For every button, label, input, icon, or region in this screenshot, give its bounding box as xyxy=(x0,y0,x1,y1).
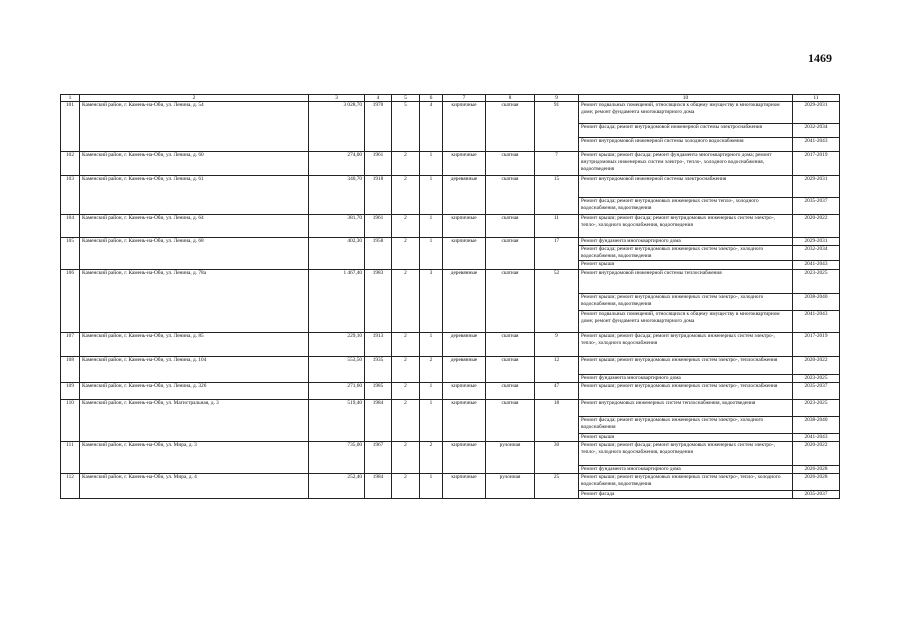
address-cell: Каменский район, г. Камень-на-Оби, ул. Ленина, д. 60 xyxy=(80,152,309,176)
work-description-cell: Ремонт фундамента многоквартирного дома xyxy=(579,238,793,246)
work-description-cell: Ремонт крыши; ремонт фасада; ремонт фундамента многоквартирного дома; ремонт внутридомовых инженерных систем электро-, тепло-, холодного водоснабжения, водоотведения xyxy=(579,152,793,176)
entrances-cell: 2 xyxy=(420,442,443,474)
work-description-cell: Ремонт крыши; ремонт фасада; ремонт внутридомовых инженерных систем электро-, тепло-, холодного водоснабжения, водоотведения xyxy=(579,442,793,466)
column-header: 7 xyxy=(443,95,486,102)
wear-cell: 30 xyxy=(535,442,579,474)
year-built-cell: 1918 xyxy=(365,176,392,215)
roof-type-cell: скатная xyxy=(486,152,535,176)
work-description-cell: Ремонт фасада; ремонт внутридомовых инженерных систем тепло-, холодного водоснабжения, водоотведения xyxy=(579,198,793,215)
work-description-cell: Ремонт крыши; ремонт внутридомовых инженерных систем электро-, холодного водоснабжения, водоотведения xyxy=(579,294,793,311)
work-period-cell: 2029-2031 xyxy=(793,176,840,198)
work-period-cell: 2029-2031 xyxy=(793,102,840,124)
house-number-cell: 107 xyxy=(61,333,80,357)
table-row xyxy=(61,333,840,357)
area-cell: 381,70 xyxy=(309,215,365,238)
column-header: 6 xyxy=(420,95,443,102)
work-period-cell: 2026-2028 xyxy=(793,474,840,491)
floors-cell: 2 xyxy=(392,215,420,238)
wall-material-cell: кирпичные xyxy=(443,400,486,442)
address-cell: Каменский район, г. Камень-на-Оби, ул. Ленина, д. 64 xyxy=(80,215,309,238)
wall-material-cell: кирпичные xyxy=(443,102,486,152)
work-description-cell: Ремонт подвальных помещений, относящихся к общему имуществу в многоквартирном доме; ремонт фундамента многоквартирного дома xyxy=(579,311,793,333)
wear-cell: 47 xyxy=(535,383,579,400)
work-description-cell: Ремонт фундамента многоквартирного дома xyxy=(579,466,793,474)
column-header: 1 xyxy=(61,95,80,102)
wear-cell: 11 xyxy=(535,215,579,238)
table-row xyxy=(61,357,840,375)
column-header: 8 xyxy=(486,95,535,102)
wear-cell: 25 xyxy=(535,474,579,499)
work-description-cell: Ремонт внутридомовой инженерной системы электроснабжения xyxy=(579,176,793,198)
column-header: 3 xyxy=(309,95,365,102)
house-number-cell: 101 xyxy=(61,102,80,152)
wear-cell: 7 xyxy=(535,152,579,176)
table-row xyxy=(61,442,840,466)
wall-material-cell: кирпичные xyxy=(443,442,486,474)
roof-type-cell: скатная xyxy=(486,383,535,400)
house-number-cell: 103 xyxy=(61,176,80,215)
work-period-cell: 2029-2031 xyxy=(793,238,840,246)
work-description-cell: Ремонт крыши; ремонт внутридомовых инженерных систем электро-, тепло-, холодного водоснабжения, водоотведения xyxy=(579,474,793,491)
wall-material-cell: кирпичные xyxy=(443,152,486,176)
work-description-cell: Ремонт фасада xyxy=(579,491,793,499)
work-period-cell: 2041-2043 xyxy=(793,311,840,333)
table-row xyxy=(61,176,840,198)
wear-cell: 12 xyxy=(535,357,579,383)
entrances-cell: 1 xyxy=(420,400,443,442)
column-header: 10 xyxy=(579,95,793,102)
wear-cell: 52 xyxy=(535,270,579,333)
work-description-cell: Ремонт крыши; ремонт внутридомовых инженерных систем электро-, теплоснабжения xyxy=(579,383,793,400)
wear-cell: 15 xyxy=(535,176,579,215)
work-period-cell: 2023-2025 xyxy=(793,400,840,417)
column-header: 9 xyxy=(535,95,579,102)
house-number-cell: 112 xyxy=(61,474,80,499)
address-cell: Каменский район, г. Камень-на-Оби, ул. Ленина, д. 78а xyxy=(80,270,309,333)
address-cell: Каменский район, г. Камень-на-Оби, ул. Ленина, д. 61 xyxy=(80,176,309,215)
table-row xyxy=(61,102,840,124)
roof-type-cell: скатная xyxy=(486,400,535,442)
roof-type-cell: скатная xyxy=(486,238,535,270)
year-built-cell: 1984 xyxy=(365,474,392,499)
work-description-cell: Ремонт внутридомовой инженерной системы холодного водоснабжения xyxy=(579,138,793,152)
roof-type-cell: скатная xyxy=(486,333,535,357)
work-period-cell: 2020-2022 xyxy=(793,215,840,238)
floors-cell: 2 xyxy=(392,383,420,400)
address-cell: Каменский район, г. Камень-на-Оби, ул. Ленина, д. 326 xyxy=(80,383,309,400)
work-description-cell: Ремонт крыши xyxy=(579,261,793,270)
area-cell: 519,40 xyxy=(309,400,365,442)
table-row xyxy=(61,270,840,294)
house-number-cell: 110 xyxy=(61,400,80,442)
roof-type-cell: скатная xyxy=(486,176,535,215)
floors-cell: 5 xyxy=(392,102,420,152)
entrances-cell: 1 xyxy=(420,474,443,499)
address-cell: Каменский район, г. Камень-на-Оби, ул. Ленина, д. 68 xyxy=(80,238,309,270)
wall-material-cell: деревянные xyxy=(443,357,486,383)
entrances-cell: 3 xyxy=(420,270,443,333)
wall-material-cell: кирпичные xyxy=(443,238,486,270)
work-period-cell: 2017-2019 xyxy=(793,152,840,176)
work-description-cell: Ремонт внутридомовой инженерной системы теплоснабжения xyxy=(579,270,793,294)
year-built-cell: 1913 xyxy=(365,333,392,357)
entrances-cell: 1 xyxy=(420,238,443,270)
work-period-cell: 2038-2040 xyxy=(793,417,840,434)
year-built-cell: 1935 xyxy=(365,357,392,383)
column-header: 4 xyxy=(365,95,392,102)
work-period-cell: 2032-2034 xyxy=(793,246,840,261)
work-description-cell: Ремонт фундамента многоквартирного дома xyxy=(579,375,793,383)
page-number: 1469 xyxy=(808,51,832,65)
table-row xyxy=(61,383,840,400)
column-header: 5 xyxy=(392,95,420,102)
work-description-cell: Ремонт внутридомовых инженерных систем теплоснабжения, водоотведения xyxy=(579,400,793,417)
address-cell: Каменский район, г. Камень-на-Оби, ул. Ленина, д. 85 xyxy=(80,333,309,357)
entrances-cell: 1 xyxy=(420,333,443,357)
address-cell: Каменский район, г. Камень-на-Оби, ул. Ленина, д. 54 xyxy=(80,102,309,152)
floors-cell: 2 xyxy=(392,474,420,499)
house-number-cell: 102 xyxy=(61,152,80,176)
year-built-cell: 1984 xyxy=(365,400,392,442)
work-period-cell: 2041-2043 xyxy=(793,261,840,270)
table-row xyxy=(61,238,840,246)
wall-material-cell: деревянные xyxy=(443,270,486,333)
entrances-cell: 1 xyxy=(420,176,443,215)
wall-material-cell: кирпичные xyxy=(443,215,486,238)
area-cell: 553,50 xyxy=(309,357,365,383)
roof-type-cell: скатная xyxy=(486,270,535,333)
work-description-cell: Ремонт подвальных помещений, относящихся к общему имуществу в многоквартирном доме; ремонт фундамента многоквартирного дома xyxy=(579,102,793,124)
work-period-cell: 2041-2043 xyxy=(793,138,840,152)
floors-cell: 2 xyxy=(392,400,420,442)
column-header: 2 xyxy=(80,95,309,102)
area-cell: 3 028,70 xyxy=(309,102,365,152)
floors-cell: 2 xyxy=(392,176,420,215)
work-description-cell: Ремонт фасада; ремонт внутридомовых инженерных систем электро-, холодного водоснабжения xyxy=(579,417,793,434)
work-period-cell: 2041-2043 xyxy=(793,434,840,442)
table-row xyxy=(61,400,840,417)
year-built-cell: 1983 xyxy=(365,270,392,333)
wear-cell: 18 xyxy=(535,400,579,442)
entrances-cell: 2 xyxy=(420,357,443,383)
area-cell: 1 467,40 xyxy=(309,270,365,333)
work-period-cell: 2035-2037 xyxy=(793,491,840,499)
entrances-cell: 4 xyxy=(420,102,443,152)
work-description-cell: Ремонт крыши; ремонт внутридомовых инженерных систем электро-, теплоснабжения xyxy=(579,357,793,375)
year-built-cell: 1961 xyxy=(365,152,392,176)
work-period-cell: 2023-2025 xyxy=(793,270,840,294)
address-cell: Каменский район, г. Камень-на-Оби, ул. Мира, д. 4 xyxy=(80,474,309,499)
area-cell: 229,10 xyxy=(309,333,365,357)
year-built-cell: 1970 xyxy=(365,102,392,152)
wear-cell: 91 xyxy=(535,102,579,152)
work-description-cell: Ремонт крыши xyxy=(579,434,793,442)
wall-material-cell: деревянные xyxy=(443,333,486,357)
area-cell: 274,00 xyxy=(309,152,365,176)
wear-cell: 9 xyxy=(535,333,579,357)
area-cell: 340,70 xyxy=(309,176,365,215)
work-period-cell: 2026-2028 xyxy=(793,466,840,474)
roof-type-cell: скатная xyxy=(486,102,535,152)
work-period-cell: 2035-2037 xyxy=(793,198,840,215)
work-description-cell: Ремонт крыши; ремонт фасада; ремонт внутридомовых инженерных систем электро-, тепло-, холодного водоснабжения xyxy=(579,333,793,357)
roof-type-cell: рулонная xyxy=(486,442,535,474)
entrances-cell: 1 xyxy=(420,383,443,400)
year-built-cell: 1961 xyxy=(365,215,392,238)
floors-cell: 2 xyxy=(392,357,420,383)
floors-cell: 2 xyxy=(392,442,420,474)
area-cell: 271,60 xyxy=(309,383,365,400)
housing-register-table xyxy=(60,94,840,499)
area-cell: 252,40 xyxy=(309,474,365,499)
work-period-cell: 2038-2040 xyxy=(793,294,840,311)
wall-material-cell: кирпичные xyxy=(443,383,486,400)
year-built-cell: 1985 xyxy=(365,383,392,400)
work-period-cell: 2023-2025 xyxy=(793,375,840,383)
address-cell: Каменский район, г. Камень-на-Оби, ул. Мира, д. 3 xyxy=(80,442,309,474)
address-cell: Каменский район, г. Камень-на-Оби, ул. Магистральная, д. 3 xyxy=(80,400,309,442)
roof-type-cell: скатная xyxy=(486,215,535,238)
wear-cell: 17 xyxy=(535,238,579,270)
column-header: 11 xyxy=(793,95,840,102)
wall-material-cell: кирпичные xyxy=(443,474,486,499)
work-description-cell: Ремонт фасада; ремонт внутридомовых инженерных систем электро-, холодного водоснабжения, водоотведения xyxy=(579,246,793,261)
entrances-cell: 1 xyxy=(420,215,443,238)
table-row xyxy=(61,152,840,176)
house-number-cell: 106 xyxy=(61,270,80,333)
house-number-cell: 105 xyxy=(61,238,80,270)
roof-type-cell: скатная xyxy=(486,357,535,383)
floors-cell: 2 xyxy=(392,152,420,176)
house-number-cell: 111 xyxy=(61,442,80,474)
area-cell: 735,00 xyxy=(309,442,365,474)
work-description-cell: Ремонт крыши; ремонт фасада; ремонт внутридомовых инженерных систем электро-, тепло-, холодного водоснабжения, водоотведения xyxy=(579,215,793,238)
work-period-cell: 2020-2022 xyxy=(793,357,840,375)
table-row xyxy=(61,474,840,491)
work-period-cell: 2020-2022 xyxy=(793,442,840,466)
work-period-cell: 2017-2019 xyxy=(793,333,840,357)
roof-type-cell: рулонная xyxy=(486,474,535,499)
house-number-cell: 108 xyxy=(61,357,80,383)
column-number-row xyxy=(61,95,840,102)
floors-cell: 2 xyxy=(392,238,420,270)
year-built-cell: 1967 xyxy=(365,442,392,474)
work-description-cell: Ремонт фасада; ремонт внутридомовой инженерной системы электроснабжения xyxy=(579,124,793,138)
work-period-cell: 2032-2034 xyxy=(793,124,840,138)
year-built-cell: 1958 xyxy=(365,238,392,270)
house-number-cell: 109 xyxy=(61,383,80,400)
house-number-cell: 104 xyxy=(61,215,80,238)
table-body xyxy=(61,95,840,499)
wall-material-cell: деревянные xyxy=(443,176,486,215)
area-cell: 402,30 xyxy=(309,238,365,270)
work-period-cell: 2035-2037 xyxy=(793,383,840,400)
floors-cell: 2 xyxy=(392,270,420,333)
entrances-cell: 1 xyxy=(420,152,443,176)
table-row xyxy=(61,215,840,238)
address-cell: Каменский район, г. Камень-на-Оби, ул. Ленина, д. 104 xyxy=(80,357,309,383)
floors-cell: 2 xyxy=(392,333,420,357)
